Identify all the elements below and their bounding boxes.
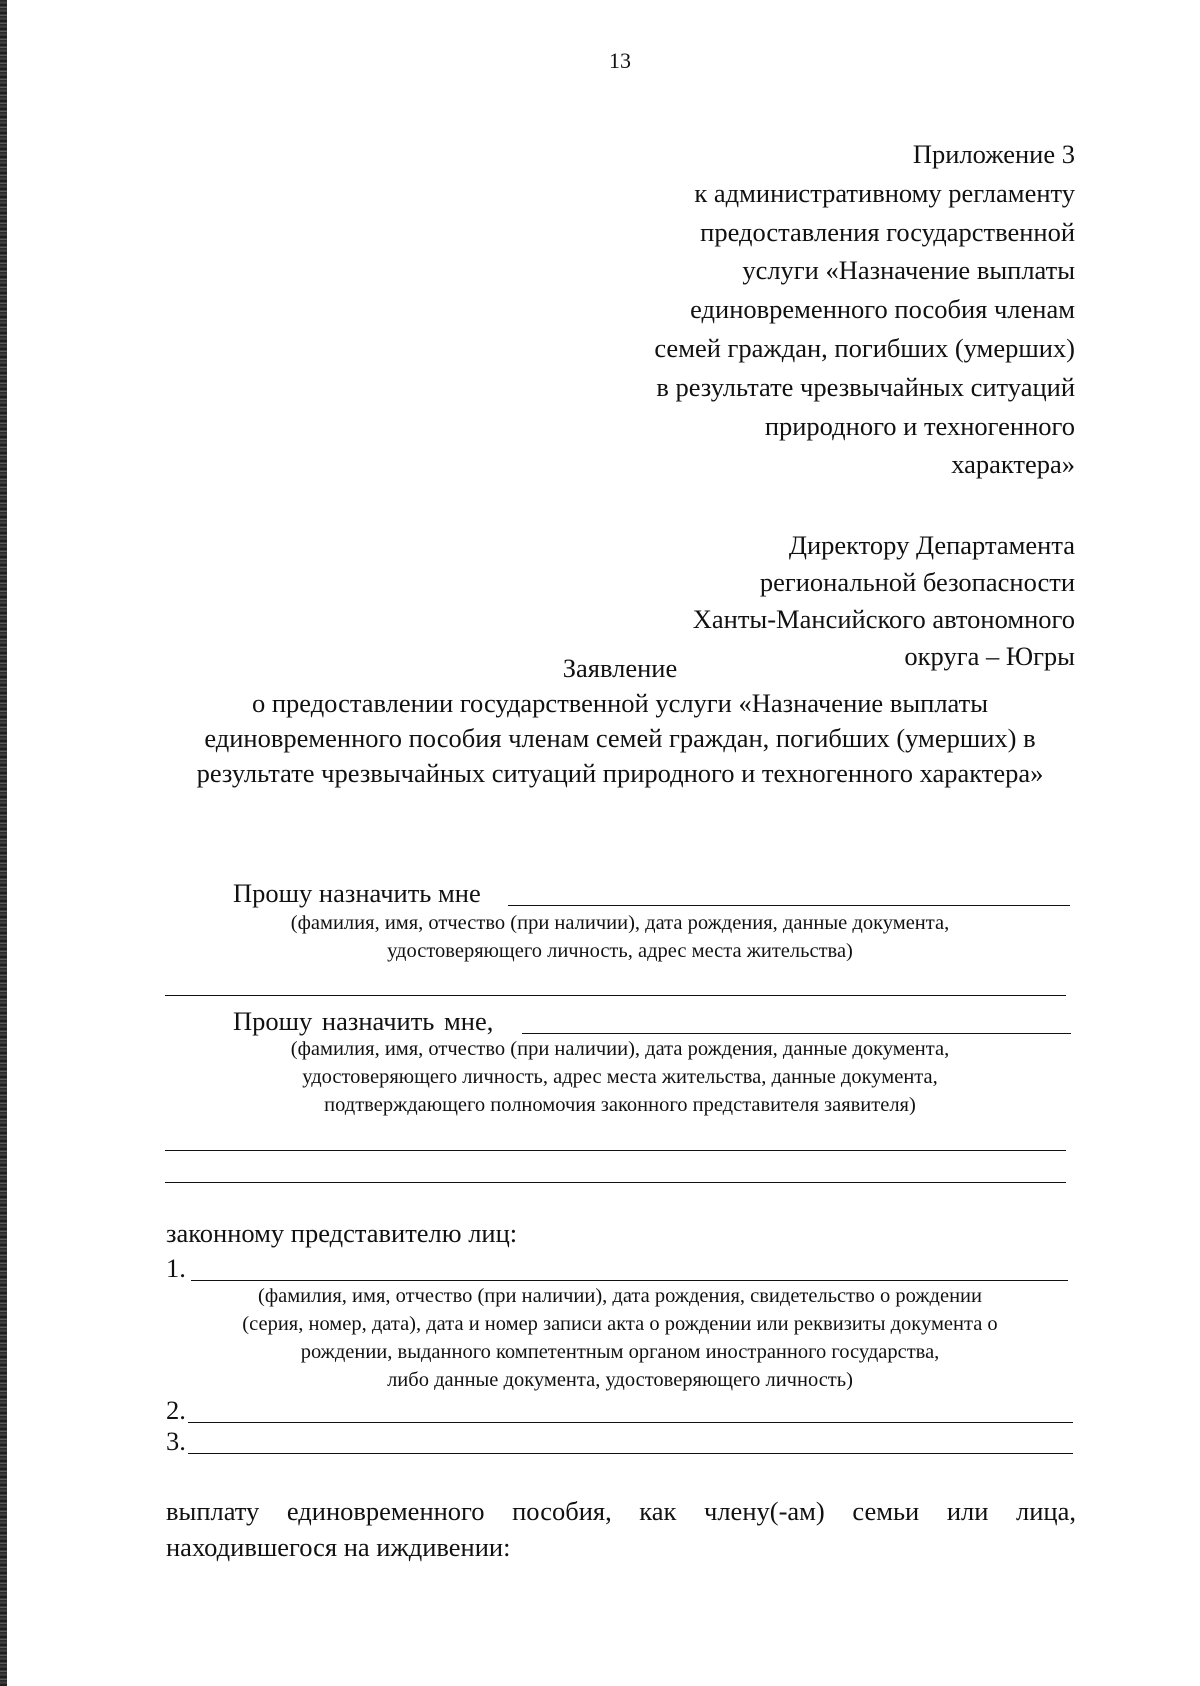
payment-text-line-1: выплату единовременного пособия, как члену(-ам) семьи или лица, xyxy=(166,1496,1076,1526)
page-number: 13 xyxy=(609,48,631,73)
scan-edge xyxy=(0,0,7,1686)
request-self-field[interactable] xyxy=(508,905,1070,906)
legal-rep-label: законному представителю лиц: xyxy=(166,1218,518,1248)
request-rep-label: Прошу назначить мне, xyxy=(233,1006,494,1036)
addressee-line: округа – Югры xyxy=(904,641,1075,671)
title-line: единовременного пособия членам семей граждан, погибших (умерших) в xyxy=(204,723,1036,753)
request-rep-field-continued-2[interactable] xyxy=(165,1182,1066,1183)
request-rep-field[interactable] xyxy=(522,1033,1071,1034)
appendix-line: Приложение 3 xyxy=(912,139,1075,169)
legal-rep-item-number: 3. xyxy=(166,1426,186,1456)
appendix-line: семей граждан, погибших (умерших) xyxy=(654,332,1075,363)
caption-line: (фамилия, имя, отчество (при наличии), дата рождения, данные документа, xyxy=(290,1038,950,1060)
request-self-field-continued[interactable] xyxy=(165,995,1066,996)
document-title xyxy=(160,651,1080,791)
caption-line: (фамилия, имя, отчество (при наличии), дата рождения, данные документа, xyxy=(290,912,950,934)
appendix-line: природного и техногенного xyxy=(764,410,1075,441)
legal-rep-item-2-field[interactable] xyxy=(188,1422,1073,1423)
payment-text-line-2: находившегося на иждивении: xyxy=(166,1532,511,1562)
appendix-line: в результате чрезвычайных ситуаций xyxy=(656,371,1075,402)
legal-rep-item-3-field[interactable] xyxy=(188,1453,1073,1454)
caption-line: подтверждающего полномочия законного представителя заявителя) xyxy=(324,1094,916,1116)
caption-line: рождении, выданного компетентным органом иностранного государства, xyxy=(300,1341,940,1363)
appendix-line: к административному регламенту xyxy=(694,177,1075,208)
caption-line: удостоверяющего личность, адрес места жительства, данные документа, xyxy=(302,1066,938,1088)
legal-rep-caption xyxy=(150,1282,1090,1394)
appendix-line: предоставления государственной xyxy=(700,216,1075,247)
request-rep-caption xyxy=(160,1035,1080,1119)
legal-rep-item-1-field[interactable] xyxy=(191,1280,1068,1281)
appendix-line: характера» xyxy=(951,449,1075,480)
legal-rep-item-number: 2. xyxy=(166,1395,186,1425)
caption-line: либо данные документа, удостоверяющего личность) xyxy=(387,1369,853,1391)
caption-line: (фамилия, имя, отчество (при наличии), дата рождения, свидетельство о рождении xyxy=(258,1285,982,1307)
appendix-line: услуги «Назначение выплаты xyxy=(742,255,1075,286)
addressee-line: Ханты-Мансийского автономного xyxy=(692,604,1075,634)
addressee-line: региональной безопасности xyxy=(759,567,1075,597)
title-line: о предоставлении государственной услуги «Назначение выплаты xyxy=(251,688,989,718)
request-rep-field-continued-1[interactable] xyxy=(165,1150,1066,1151)
title-line: результате чрезвычайных ситуаций природного и техногенного характера» xyxy=(196,758,1044,788)
caption-line: (серия, номер, дата), дата и номер записи акта о рождении или реквизиты документа о xyxy=(242,1313,998,1335)
caption-line: удостоверяющего личность, адрес места жительства) xyxy=(387,940,853,962)
appendix-line: единовременного пособия членам xyxy=(690,294,1075,325)
request-self-caption xyxy=(160,909,1080,965)
legal-rep-item-number: 1. xyxy=(166,1253,186,1283)
request-self-label: Прошу назначить мне xyxy=(233,878,481,908)
title-heading: Заявление xyxy=(562,653,678,683)
addressee-line: Директору Департамента xyxy=(788,530,1075,560)
appendix-header xyxy=(654,135,1075,484)
